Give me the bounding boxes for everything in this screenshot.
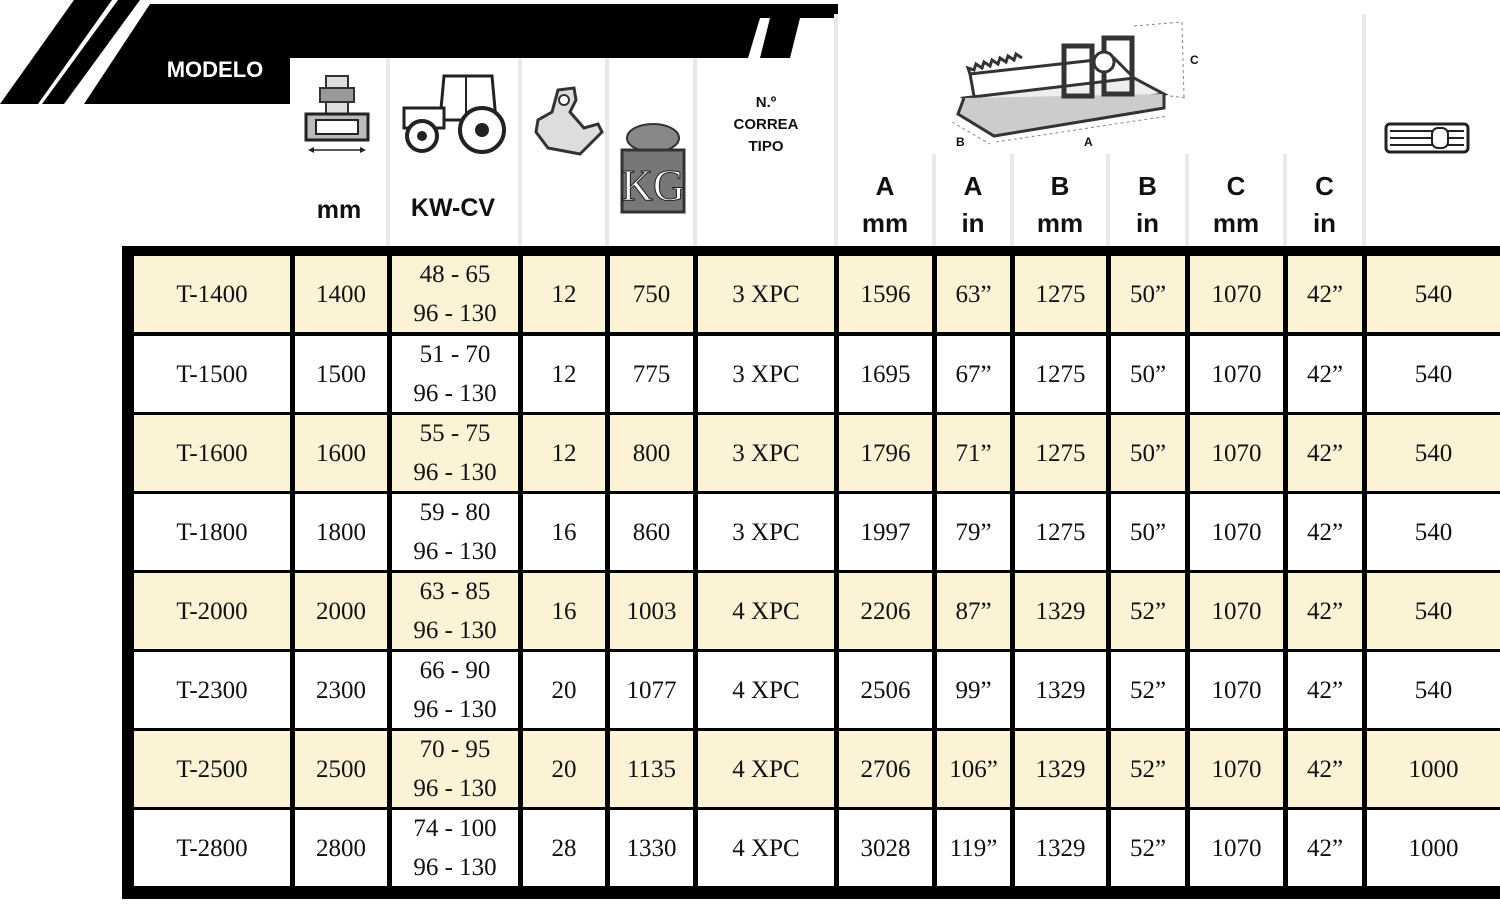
belt-header-line1: N.º bbox=[755, 94, 777, 111]
power-cv: 96 - 130 bbox=[413, 775, 497, 802]
cell-pto: 1000 bbox=[1367, 731, 1500, 807]
width-unit: mm bbox=[316, 196, 362, 224]
power-cv: 96 - 130 bbox=[413, 300, 497, 327]
model-column-header: MODELO bbox=[166, 57, 264, 82]
cell-c-in: 42” bbox=[1288, 573, 1362, 649]
cell-b-mm: 1329 bbox=[1015, 731, 1106, 807]
cell-model: T-2300 bbox=[134, 652, 290, 728]
table-row bbox=[0, 652, 1500, 728]
cell-c-mm: 1070 bbox=[1190, 494, 1283, 570]
cell-kg: 1077 bbox=[610, 652, 693, 728]
power-kw: 59 - 80 bbox=[419, 499, 491, 526]
cell-b-mm: 1329 bbox=[1015, 573, 1106, 649]
diagram-label-c: C bbox=[1190, 53, 1199, 67]
cell-a-mm: 1997 bbox=[839, 494, 932, 570]
header-blades bbox=[524, 58, 606, 246]
cell-a-in: 106” bbox=[937, 731, 1010, 807]
cell-b-in: 50” bbox=[1111, 336, 1185, 412]
cell-c-in: 42” bbox=[1288, 256, 1362, 332]
power-cv: 96 - 130 bbox=[413, 380, 497, 407]
header-belt bbox=[698, 58, 834, 246]
cell-blades: 12 bbox=[523, 336, 605, 412]
cell-power bbox=[392, 573, 518, 649]
cell-power bbox=[392, 494, 518, 570]
cell-model: T-1600 bbox=[134, 415, 290, 491]
hammer-blade-icon bbox=[528, 86, 604, 158]
cell-c-mm: 1070 bbox=[1190, 415, 1283, 491]
cell-b-mm: 1275 bbox=[1015, 256, 1106, 332]
table-row bbox=[0, 415, 1500, 491]
cell-a-in: 99” bbox=[937, 652, 1010, 728]
power-kw: 74 - 100 bbox=[413, 815, 497, 842]
rotor-width-icon bbox=[302, 74, 372, 158]
cell-blades: 20 bbox=[523, 652, 605, 728]
cell-belt: 3 XPC bbox=[698, 336, 834, 412]
cell-kg: 860 bbox=[610, 494, 693, 570]
cell-b-mm: 1329 bbox=[1015, 652, 1106, 728]
cell-pto: 540 bbox=[1367, 573, 1500, 649]
belt-header-line3: TIPO bbox=[748, 138, 784, 155]
power-kw: 63 - 85 bbox=[419, 578, 491, 605]
cell-mm: 1800 bbox=[295, 494, 387, 570]
cell-a-mm: 3028 bbox=[839, 810, 932, 886]
power-cv: 96 - 130 bbox=[413, 696, 497, 723]
cell-model: T-1500 bbox=[134, 336, 290, 412]
header-width bbox=[290, 58, 388, 246]
cell-power bbox=[392, 810, 518, 886]
power-kw: 48 - 65 bbox=[419, 261, 491, 288]
cell-belt: 4 XPC bbox=[698, 810, 834, 886]
cell-mm: 2800 bbox=[295, 810, 387, 886]
cell-b-in: 52” bbox=[1111, 573, 1185, 649]
cell-blades: 12 bbox=[523, 415, 605, 491]
tractor-icon bbox=[400, 72, 508, 156]
cell-b-in: 50” bbox=[1111, 415, 1185, 491]
dim-header-b-mm: B mm bbox=[1036, 171, 1084, 238]
cell-c-mm: 1070 bbox=[1190, 573, 1283, 649]
power-unit: KW-CV bbox=[410, 194, 496, 222]
cell-a-mm: 1596 bbox=[839, 256, 932, 332]
cell-a-in: 63” bbox=[937, 256, 1010, 332]
cell-a-in: 119” bbox=[937, 810, 1010, 886]
cell-model: T-2000 bbox=[134, 573, 290, 649]
cell-power bbox=[392, 415, 518, 491]
cell-b-in: 52” bbox=[1111, 810, 1185, 886]
cell-kg: 1330 bbox=[610, 810, 693, 886]
header-power bbox=[392, 58, 520, 246]
cell-pto: 540 bbox=[1367, 494, 1500, 570]
cell-b-in: 50” bbox=[1111, 256, 1185, 332]
belt-header-line2: CORREA bbox=[733, 116, 799, 133]
cell-pto: 540 bbox=[1367, 652, 1500, 728]
cell-blades: 20 bbox=[523, 731, 605, 807]
power-kw: 66 - 90 bbox=[419, 657, 491, 684]
cell-pto: 1000 bbox=[1367, 810, 1500, 886]
cell-mm: 1600 bbox=[295, 415, 387, 491]
cell-belt: 3 XPC bbox=[698, 256, 834, 332]
cell-belt: 4 XPC bbox=[698, 573, 834, 649]
cell-blades: 28 bbox=[523, 810, 605, 886]
cell-c-mm: 1070 bbox=[1190, 652, 1283, 728]
cell-c-mm: 1070 bbox=[1190, 810, 1283, 886]
cell-model: T-2500 bbox=[134, 731, 290, 807]
cell-model: T-2800 bbox=[134, 810, 290, 886]
power-kw: 51 - 70 bbox=[419, 341, 491, 368]
power-cv: 96 - 130 bbox=[413, 854, 497, 881]
table-row bbox=[0, 573, 1500, 649]
cell-mm: 1400 bbox=[295, 256, 387, 332]
cell-b-mm: 1275 bbox=[1015, 494, 1106, 570]
cell-b-in: 52” bbox=[1111, 731, 1185, 807]
cell-a-in: 79” bbox=[937, 494, 1010, 570]
cell-power bbox=[392, 256, 518, 332]
cell-pto: 540 bbox=[1367, 415, 1500, 491]
dim-header-c-mm: C mm bbox=[1212, 171, 1260, 238]
cell-c-in: 42” bbox=[1288, 336, 1362, 412]
cell-mm: 1500 bbox=[295, 336, 387, 412]
table-row bbox=[0, 810, 1500, 886]
cell-a-mm: 2706 bbox=[839, 731, 932, 807]
diagram-label-a: A bbox=[1084, 135, 1093, 149]
cell-blades: 16 bbox=[523, 494, 605, 570]
dim-header-b-in: B in bbox=[1135, 171, 1160, 238]
cell-kg: 775 bbox=[610, 336, 693, 412]
cell-power bbox=[392, 652, 518, 728]
cell-belt: 4 XPC bbox=[698, 652, 834, 728]
cell-pto: 540 bbox=[1367, 336, 1500, 412]
pto-shaft-icon bbox=[1384, 120, 1470, 156]
dim-header-a-mm: A mm bbox=[861, 171, 909, 238]
cell-a-mm: 1796 bbox=[839, 415, 932, 491]
header-weight bbox=[610, 58, 694, 246]
cell-a-mm: 1695 bbox=[839, 336, 932, 412]
cell-model: T-1400 bbox=[134, 256, 290, 332]
cell-kg: 1003 bbox=[610, 573, 693, 649]
cell-belt: 3 XPC bbox=[698, 415, 834, 491]
cell-b-mm: 1275 bbox=[1015, 415, 1106, 491]
dim-header-a-in: A in bbox=[961, 171, 985, 238]
cell-power bbox=[392, 336, 518, 412]
cell-a-in: 71” bbox=[937, 415, 1010, 491]
cell-b-in: 50” bbox=[1111, 494, 1185, 570]
table-row bbox=[0, 494, 1500, 570]
cell-pto: 540 bbox=[1367, 256, 1500, 332]
diagram-label-b: B bbox=[956, 135, 965, 149]
cell-belt: 4 XPC bbox=[698, 731, 834, 807]
cell-a-mm: 2206 bbox=[839, 573, 932, 649]
weight-kg-icon bbox=[618, 122, 688, 216]
cell-blades: 12 bbox=[523, 256, 605, 332]
cell-mm: 2300 bbox=[295, 652, 387, 728]
cell-b-mm: 1275 bbox=[1015, 336, 1106, 412]
cell-c-mm: 1070 bbox=[1190, 256, 1283, 332]
cell-c-in: 42” bbox=[1288, 494, 1362, 570]
cell-a-in: 67” bbox=[937, 336, 1010, 412]
power-cv: 96 - 130 bbox=[413, 617, 497, 644]
cell-kg: 800 bbox=[610, 415, 693, 491]
cell-power bbox=[392, 731, 518, 807]
cell-a-in: 87” bbox=[937, 573, 1010, 649]
cell-kg: 750 bbox=[610, 256, 693, 332]
cell-b-mm: 1329 bbox=[1015, 810, 1106, 886]
cell-kg: 1135 bbox=[610, 731, 693, 807]
cell-blades: 16 bbox=[523, 573, 605, 649]
cell-c-in: 42” bbox=[1288, 810, 1362, 886]
power-cv: 96 - 130 bbox=[413, 538, 497, 565]
cell-mm: 2500 bbox=[295, 731, 387, 807]
power-kw: 70 - 95 bbox=[419, 736, 491, 763]
cell-a-mm: 2506 bbox=[839, 652, 932, 728]
cell-b-in: 52” bbox=[1111, 652, 1185, 728]
kg-label: KG bbox=[621, 161, 685, 210]
header-pto bbox=[1366, 58, 1500, 246]
cell-c-in: 42” bbox=[1288, 415, 1362, 491]
power-kw: 55 - 75 bbox=[419, 420, 491, 447]
mulcher-dimensions-icon bbox=[934, 18, 1224, 158]
table-row bbox=[0, 336, 1500, 412]
cell-c-in: 42” bbox=[1288, 731, 1362, 807]
cell-mm: 2000 bbox=[295, 573, 387, 649]
table-row bbox=[0, 731, 1500, 807]
cell-model: T-1800 bbox=[134, 494, 290, 570]
cell-c-mm: 1070 bbox=[1190, 336, 1283, 412]
cell-c-in: 42” bbox=[1288, 652, 1362, 728]
cell-belt: 3 XPC bbox=[698, 494, 834, 570]
cell-c-mm: 1070 bbox=[1190, 731, 1283, 807]
power-cv: 96 - 130 bbox=[413, 459, 497, 486]
table-row bbox=[0, 256, 1500, 332]
dim-header-c-in: C in bbox=[1312, 171, 1337, 238]
